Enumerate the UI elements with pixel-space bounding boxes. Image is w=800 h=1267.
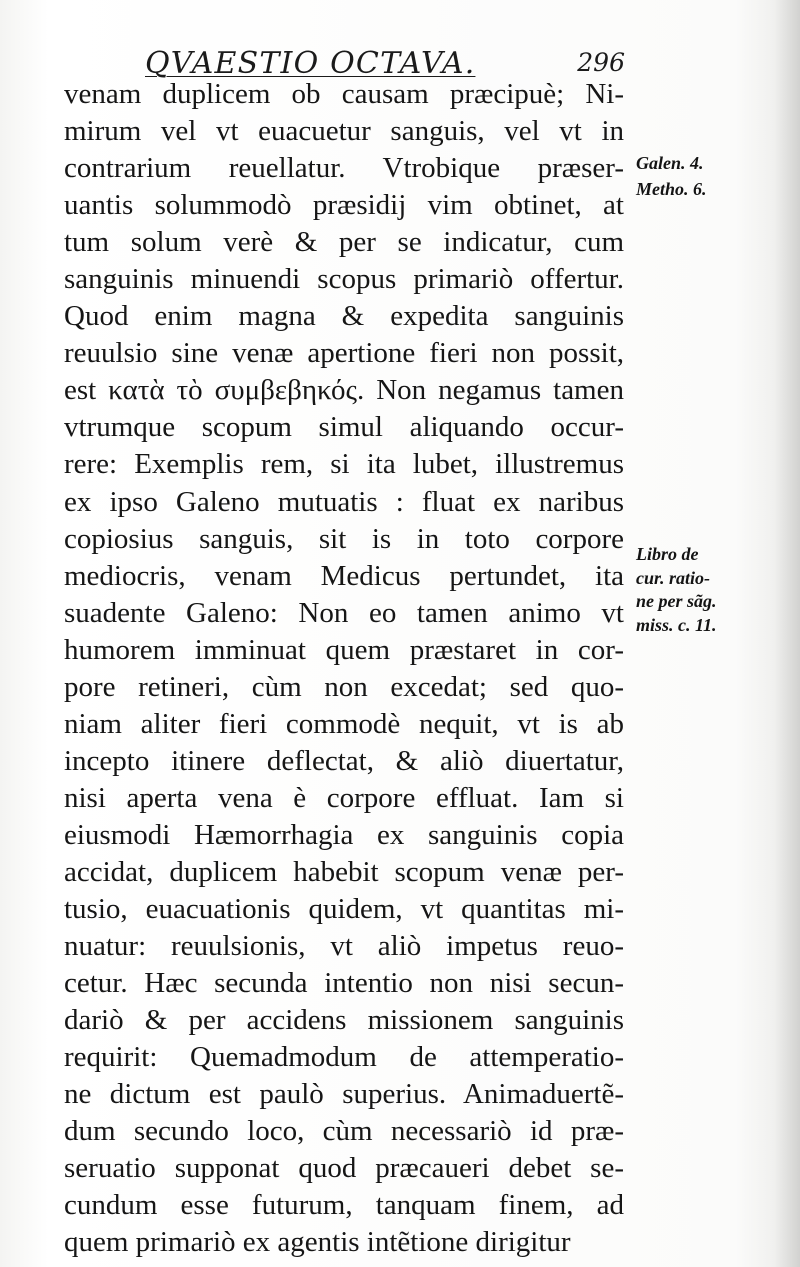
text-line: requirit: Quemadmodum de attemperatio- (64, 1041, 624, 1074)
text-line: tusio, euacuationis quidem, vt quantitas mi- (64, 893, 624, 926)
text-line: vtrumque scopum simul aliquando occur- (64, 411, 624, 444)
running-title: QVAESTIO OCTAVA. (145, 46, 476, 81)
text-line: nisi aperta vena è corpore effluat. Iam si (64, 781, 624, 814)
page-number: 296 (577, 48, 625, 77)
margin-note-line: ne per sãg. (636, 591, 717, 611)
text-line: dariò & per accidens missionem sanguinis (64, 1004, 624, 1037)
margin-note-libro (636, 543, 786, 637)
text-line: copiosius sanguis, sit is in toto corpore (64, 522, 624, 555)
text-line: rere: Exemplis rem, si ita lubet, illustremus (64, 448, 624, 481)
text-line: quem primariò ex agentis intẽtione dirigitur (64, 1226, 571, 1259)
text-line: ex ipso Galeno mutuatis : fluat ex naribus (64, 485, 624, 518)
text-line: nuatur: reuulsionis, vt aliò impetus reuo- (64, 930, 624, 963)
text-line: Quod enim magna & expedita sanguinis (64, 300, 624, 333)
text-line: pore retineri, cùm non excedat; sed quo- (64, 670, 624, 703)
text-line: eiusmodi Hæmorrhagia ex sanguinis copia (64, 818, 624, 851)
text-line: contrarium reuellatur. Vtrobique præser- (64, 152, 624, 185)
text-line: cundum esse futurum, tanquam finem, ad (64, 1189, 624, 1222)
text-line: suadente Galeno: Non eo tamen animo vt (64, 596, 624, 629)
text-line: mirum vel vt euacuetur sanguis, vel vt in (64, 115, 624, 148)
text-line: cetur. Hæc secunda intentio non nisi secun- (64, 967, 624, 1000)
text-line: seruatio supponat quod præcaueri debet se- (64, 1152, 624, 1185)
margin-note-galen (636, 150, 786, 202)
text-line: mediocris, venam Medicus pertundet, ita (64, 559, 624, 592)
body-text (64, 76, 624, 1262)
margin-note-line: Metho. 6. (636, 179, 707, 199)
margin-note-line: Galen. 4. (636, 153, 704, 173)
text-line: tum solum verè & per se indicatur, cum (64, 226, 624, 259)
margin-note-line: cur. ratio- (636, 567, 711, 588)
text-line: sanguinis minuendi scopus primariò offertur. (64, 263, 624, 296)
text-line: humorem imminuat quem præstaret in cor- (64, 633, 624, 666)
text-line: niam aliter fieri commodè nequit, vt is ab (64, 707, 624, 740)
text-line: venam duplicem ob causam præcipuè; Ni- (64, 78, 624, 110)
margin-note-line: miss. c. 11. (636, 614, 717, 635)
text-line: incepto itinere deflectat, & aliò diuertatur, (64, 744, 624, 777)
text-line: uantis solummodò præsidij vim obtinet, at (64, 189, 624, 222)
text-line: dum secundo loco, cùm necessariò id præ- (64, 1115, 624, 1148)
margin-note-line: Libro de (636, 544, 699, 564)
text-line: ne dictum est paulò superius. Animaduertẽ- (64, 1078, 624, 1111)
text-line: est κατὰ τὸ συμβεβηκός. Non negamus tamen (64, 374, 624, 407)
text-line: reuulsio sine venæ apertione fieri non possit, (64, 337, 624, 370)
text-line: accidat, duplicem habebit scopum venæ per- (64, 855, 624, 888)
